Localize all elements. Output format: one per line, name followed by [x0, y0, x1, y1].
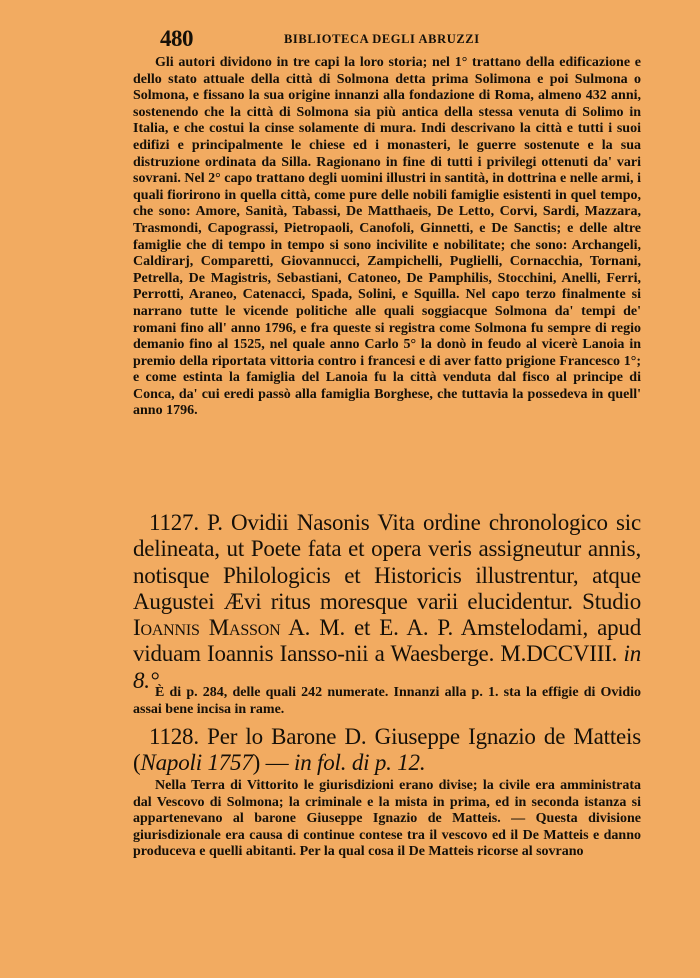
entry-number: 1127.	[149, 510, 199, 535]
entry-format: in fol. di p. 12.	[294, 750, 426, 776]
bibliography-entry-1128	[133, 724, 641, 777]
description-paragraph: Nella Terra di Vittorito le giurisdizioni erano divise; la civile era amministrata dal Vescovo di Solmona; la criminale e la mista in prima, ed in seconda istanza si appartenevano al barone Giuseppe Ignazio de Matteis. — Questa divisione giurisdizionale era causa di continue contese tra il vescovo ed il De Matteis e danno produceva e quelli abitanti. Per la qual cosa il De Matteis ricorse al sovrano	[133, 778, 641, 860]
entry-author: Ioannis Masson	[133, 615, 281, 641]
entry-title: P. Ovidii Nasonis Vita ordine chronologico sic delineata, ut Poete fata et opera veris assigneutur annis, notisque Philologicis et Historicis illustrentur, atque Augustei Ævi ritus moresque varii elucidentur. Studio	[133, 510, 641, 614]
entry-note: È di p. 284, delle quali 242 numerate. Innanzi alla p. 1. sta la effigie di Ovidio assai bene incisa in rame.	[133, 685, 641, 717]
page-header	[160, 26, 640, 50]
running-title: BIBLIOTECA DEGLI ABRUZZI	[284, 32, 480, 46]
entry-title: Per lo Barone D. Giuseppe Ignazio de Matteis (	[133, 724, 641, 776]
entry-number: 1128.	[149, 724, 199, 749]
entry-imprint: A. M. et E. A. P. Amstelodami, apud viduam Ioannis Iansso-nii a Waesberge. M.DCCVIII.	[133, 615, 641, 667]
bibliography-entry-1127	[133, 510, 641, 694]
page-number: 480	[160, 26, 193, 51]
entry-place-date: Napoli 1757	[140, 750, 253, 776]
entry-format: in 8.°	[133, 641, 641, 693]
entry-separator: ) —	[252, 750, 294, 776]
description-paragraph: Gli autori dividono in tre capi la loro storia; nel 1° trattano della edificazione e dello stato attuale della città di Solmona detta prima Solimona e poi Sulmona o Solmona, e fissano la sua origine innanzi alla fondazione di Roma, almeno 432 anni, sostenendo che la città di Solmona sia più antica della stessa venuta di Solimo in Italia, e che costui la cinse solamente di mura. Indi descrivano la città e tutti i suoi edifizi e principalmente le chiese ed i monasteri, le guerre sostenute e la sua distruzione ordinata da Silla. Ragionano in fine di tutti i privilegi ottenuti da' vari sovrani. Nel 2° capo trattano degli uomini illustri in santità, in dottrina e nelle armi, i quali fiorirono in quella città, come pure delle nobili famiglie esistenti in quel tempo, che sono: Amore, Sanità, Tabassi, De Matthaeis, De Letto, Corvi, Sardi, Mazzara, Trasmondi, Capograssi, Pietropaoli, Canofoli, Ginnetti, e De Sanctis; e delle altre famiglie che di tempo in tempo si sono incivilite e nobilitate; che sono: Archangeli, Caldirarj, Comparetti, Giovannucci, Zampichelli, Puglielli, Cornacchia, Tornani, Petrella, De Magistris, Sebastiani, Catoneo, De Pamphilis, Stocchini, Anelli, Ferri, Perrotti, Araneo, Catenacci, Spada, Solini, e Squilla. Nel capo terzo finalmente si narrano tutte le vicende politiche alle quali soggiacque Solmona da' tempi de' romani fino all' anno 1796, e fra queste si registra come Solmona fu sempre di regio demanio fino al 1525, nel quale anno Carlo 5° la donò in feudo al vicerè Lanoia in premio della riportata vittoria contro i francesi e di aver fatto prigione Francesco 1°; e come estinta la famiglia del Lanoia fu la città venduta dal fisco al principe di Conca, da' cui eredi passò alla famiglia Borghese, che tuttavia la possedeva in quell' anno 1796.	[133, 55, 641, 419]
